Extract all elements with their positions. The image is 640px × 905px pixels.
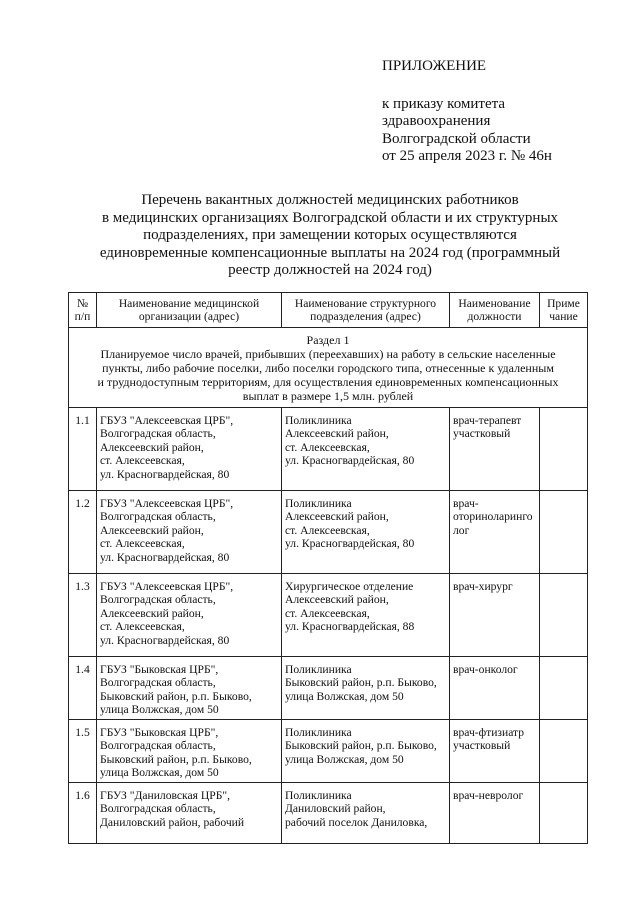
table-row (69, 408, 588, 491)
title-line: в медицинских организациях Волгоградской области и их структурных (101, 209, 559, 226)
section-heading: Раздел 1 Планируемое число врачей, прибывших (переехавших) на работу в сельские населенные пункты, либо рабочие поселки, либо поселки городского типа, отнесенные к удаленным и труднодоступным территориям, для осуществления единовременных компенсационных выплат в размере 1,5 млн. рублей (69, 328, 588, 408)
positions-table (68, 292, 588, 844)
row-position: врач- оториноларинго лог (450, 491, 540, 574)
header-unit: Наименование структурного подразделения (адрес) (282, 293, 450, 328)
header-num: № п/п (69, 293, 97, 328)
row-unit: Поликлиника Даниловский район, рабочий поселок Даниловка, (282, 783, 450, 844)
header-org: Наименование медицинской организации (адрес) (97, 293, 282, 328)
title-line: Перечень вакантных должностей медицинских работников (141, 192, 519, 208)
appendix-line: от 25 апреля 2023 г. № 46н (382, 148, 552, 164)
table-header-row (69, 293, 588, 328)
row-num: 1.6 (69, 783, 97, 844)
row-num: 1.5 (69, 720, 97, 783)
title-line: реестр должностей на 2024 год) (228, 262, 432, 279)
section-row (69, 328, 588, 408)
row-unit: Хирургическое отделение Алексеевский район, ст. Алексеевская, ул. Красногвардейская, 88 (282, 574, 450, 657)
row-org: ГБУЗ "Даниловская ЦРБ", Волгоградская область, Даниловский район, рабочий (97, 783, 282, 844)
row-note (540, 783, 588, 844)
row-unit: Поликлиника Быковский район, р.п. Быково, улица Волжская, дом 50 (282, 720, 450, 783)
row-note (540, 657, 588, 720)
row-position: врач-онколог (450, 657, 540, 720)
row-note (540, 408, 588, 491)
row-num: 1.3 (69, 574, 97, 657)
title-line: единовременные компенсационные выплаты на 2024 год (программный (99, 244, 561, 261)
row-unit: Поликлиника Алексеевский район, ст. Алексеевская, ул. Красногвардейская, 80 (282, 491, 450, 574)
appendix-line: Волгоградской области (382, 130, 531, 147)
table-row (69, 491, 588, 574)
table-row (69, 574, 588, 657)
row-unit: Поликлиника Быковский район, р.п. Быково, улица Волжская, дом 50 (282, 657, 450, 720)
row-position: врач-фтизиатр участковый (450, 720, 540, 783)
row-note (540, 720, 588, 783)
appendix-block (382, 58, 552, 166)
row-org: ГБУЗ "Алексеевская ЦРБ", Волгоградская область, Алексеевский район, ст. Алексеевская, ул. Красногвардейская, 80 (97, 491, 282, 574)
row-note (540, 491, 588, 574)
document-title (70, 192, 590, 280)
row-note (540, 574, 588, 657)
row-position: врач-терапевт участковый (450, 408, 540, 491)
row-position: врач-хирург (450, 574, 540, 657)
row-org: ГБУЗ "Быковская ЦРБ", Волгоградская область, Быковский район, р.п. Быково, улица Волжская, дом 50 (97, 657, 282, 720)
table-row (69, 657, 588, 720)
appendix-line: здравоохранения (382, 113, 491, 129)
header-position: Наименование должности (450, 293, 540, 328)
appendix-heading: ПРИЛОЖЕНИЕ (382, 58, 487, 74)
header-note: Приме чание (540, 293, 588, 328)
table-row (69, 720, 588, 783)
row-org: ГБУЗ "Быковская ЦРБ", Волгоградская область, Быковский район, р.п. Быково, улица Волжская, дом 50 (97, 720, 282, 783)
row-num: 1.1 (69, 408, 97, 491)
table-row (69, 783, 588, 844)
row-org: ГБУЗ "Алексеевская ЦРБ", Волгоградская область, Алексеевский район, ст. Алексеевская, ул. Красногвардейская, 80 (97, 408, 282, 491)
row-unit: Поликлиника Алексеевский район, ст. Алексеевская, ул. Красногвардейская, 80 (282, 408, 450, 491)
row-num: 1.4 (69, 657, 97, 720)
title-line: подразделениях, при замещении которых осуществляются (143, 227, 517, 244)
row-num: 1.2 (69, 491, 97, 574)
appendix-line: к приказу комитета (382, 95, 506, 112)
row-position: врач-невролог (450, 783, 540, 844)
row-org: ГБУЗ "Алексеевская ЦРБ", Волгоградская область, Алексеевский район, ст. Алексеевская, ул. Красногвардейская, 80 (97, 574, 282, 657)
